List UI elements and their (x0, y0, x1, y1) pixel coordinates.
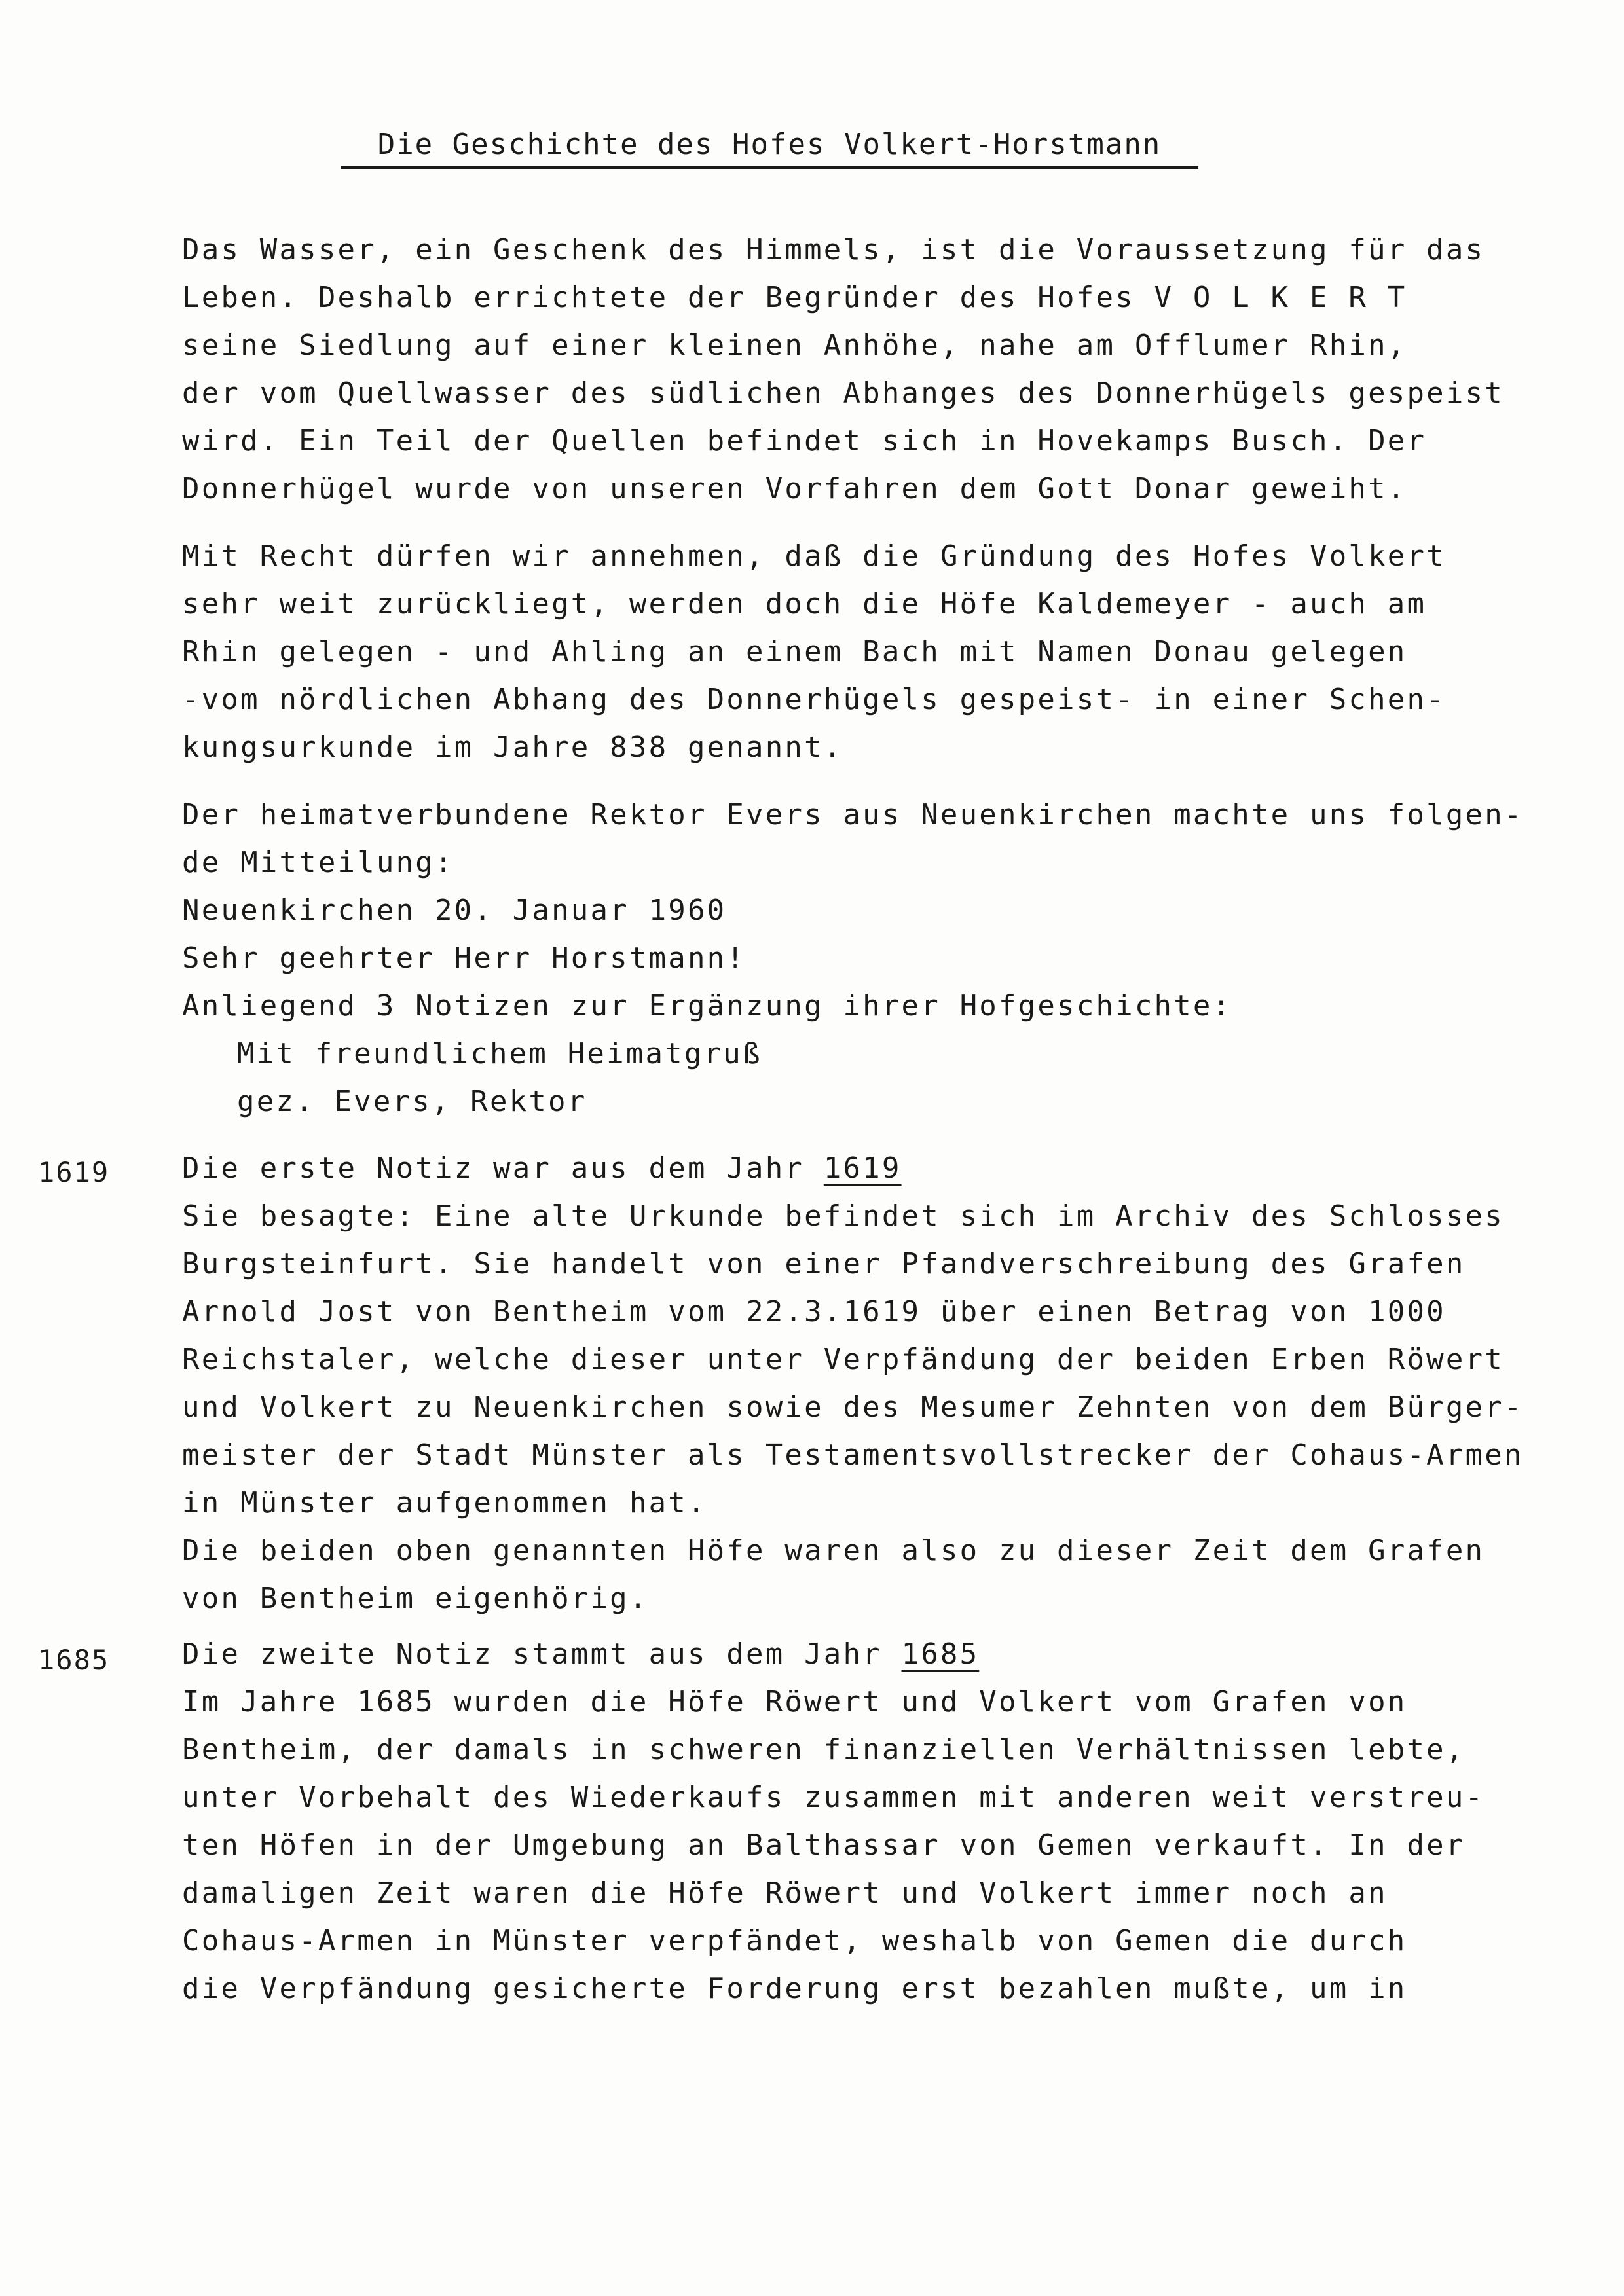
letter-salutation: Sehr geehrter Herr Horstmann! (182, 941, 747, 975)
paragraph2-line: Rhin gelegen - und Ahling an einem Bach mit Namen Donau gelegen (182, 635, 1407, 668)
note2-line: Bentheim, der damals in schweren finanziellen Verhältnissen lebte, (182, 1733, 1466, 1766)
note2-heading-text: Die zweite Notiz stammt aus dem Jahr (182, 1637, 902, 1671)
note1-line: Sie besagte: Eine alte Urkunde befindet sich im Archiv des Schlosses (182, 1199, 1504, 1233)
paragraph2-line: Mit Recht dürfen wir annehmen, daß die Gründung des Hofes Volkert (182, 539, 1446, 573)
letter-body: Anliegend 3 Notizen zur Ergänzung ihrer Hofgeschichte: (182, 989, 1232, 1023)
margin-year-1619: 1619 (38, 1156, 110, 1188)
paragraph1-line: wird. Ein Teil der Quellen befindet sich in Hovekamps Busch. Der (182, 424, 1427, 458)
note1-line: und Volkert zu Neuenkirchen sowie des Mesumer Zehnten von dem Bürger- (182, 1391, 1524, 1424)
letter-date: Neuenkirchen 20. Januar 1960 (182, 894, 727, 927)
note2-line: Cohaus-Armen in Münster verpfändet, weshalb von Gemen die durch (182, 1924, 1407, 1958)
note1-heading-year: 1619 (823, 1152, 902, 1185)
note1-line: Arnold Jost von Bentheim vom 22.3.1619 über einen Betrag von 1000 (182, 1295, 1446, 1328)
note2-line: unter Vorbehalt des Wiederkaufs zusammen mit anderen weit verstreu- (182, 1781, 1485, 1814)
note1-heading-text: Die erste Notiz war aus dem Jahr (182, 1152, 824, 1185)
paragraph1-line: Das Wasser, ein Geschenk des Himmels, ist die Voraussetzung für das (182, 233, 1485, 266)
paragraph1-line: Leben. Deshalb errichtete der Begründer des Hofes V O L K E R T (182, 281, 1407, 314)
note2-line: ten Höfen in der Umgebung an Balthassar von Gemen verkauft. In der (182, 1829, 1466, 1862)
note2-heading-year: 1685 (901, 1637, 980, 1671)
note2-heading (182, 1637, 980, 1671)
note1-line: Burgsteinfurt. Sie handelt von einer Pfandverschreibung des Grafen (182, 1247, 1466, 1281)
letter-closing: Mit freundlichem Heimatgruß (237, 1037, 762, 1070)
note2-line: Im Jahre 1685 wurden die Höfe Röwert und Volkert vom Grafen von (182, 1685, 1407, 1719)
paragraph1-line: der vom Quellwasser des südlichen Abhanges des Donnerhügels gespeist (182, 376, 1504, 410)
letter-intro-line: Der heimatverbundene Rektor Evers aus Neuenkirchen machte uns folgen- (182, 798, 1524, 831)
note1-line: von Bentheim eigenhörig. (182, 1582, 649, 1615)
paragraph2-line: kungsurkunde im Jahre 838 genannt. (182, 731, 843, 764)
document-title: Die Geschichte des Hofes Volkert-Horstmann (341, 128, 1198, 169)
note2-line: damaligen Zeit waren die Höfe Röwert und Volkert immer noch an (182, 1876, 1388, 1910)
margin-year-1685: 1685 (38, 1644, 110, 1676)
note1-heading (182, 1154, 902, 1183)
paragraph2-line: -vom nördlichen Abhang des Donnerhügels gespeist- in einer Schen- (182, 683, 1446, 716)
note1-line: Die beiden oben genannten Höfe waren also zu dieser Zeit dem Grafen (182, 1534, 1485, 1567)
paragraph1-line: seine Siedlung auf einer kleinen Anhöhe, nahe am Offlumer Rhin, (182, 329, 1407, 362)
letter-signature: gez. Evers, Rektor (237, 1085, 587, 1118)
note1-line: meister der Stadt Münster als Testamentsvollstrecker der Cohaus-Armen (182, 1438, 1524, 1472)
note1-line: Reichstaler, welche dieser unter Verpfändung der beiden Erben Röwert (182, 1343, 1504, 1376)
note1-line: in Münster aufgenommen hat. (182, 1486, 707, 1520)
note2-line: die Verpfändung gesicherte Forderung erst bezahlen mußte, um in (182, 1972, 1407, 2005)
letter-intro-line: de Mitteilung: (182, 846, 454, 879)
paragraph2-line: sehr weit zurückliegt, werden doch die Höfe Kaldemeyer - auch am (182, 587, 1427, 621)
paragraph1-line: Donnerhügel wurde von unseren Vorfahren dem Gott Donar geweiht. (182, 472, 1407, 505)
